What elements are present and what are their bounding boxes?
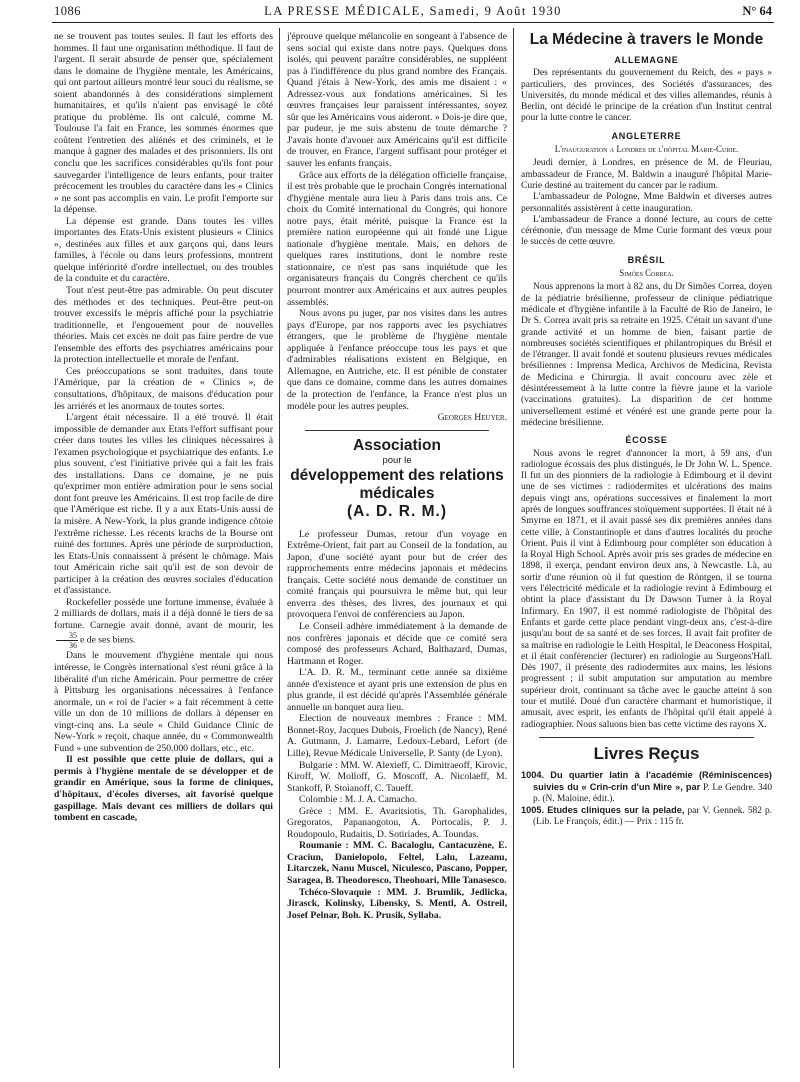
column-1 xyxy=(54,31,273,1076)
col1-paragraph: La dépense est grande. Dans toutes les villes importantes des Etats-Unis existent plusieurs « Clinics », destinées aux filles et aux garçons qui, dans leurs familles, à l'école ou dans leurs professions, montrent quelque infériorité d'ordre intellectuel, ou des troubles de la conduite et du caractère. xyxy=(54,215,273,285)
column-rule-2 xyxy=(513,28,514,1068)
association-acronym: (A. D. R. M.) xyxy=(347,502,447,520)
livres-recus-title: Livres Reçus xyxy=(593,743,700,763)
rockefeller-text: Rockefeller possède une fortune immense, évaluée à 2 milliards de dollars, mais il a déjà donné le tiers de sa fortune. Carnegie avait donné, avant de mourir, les xyxy=(54,596,273,631)
country-heading-allemagne: ALLEMAGNE xyxy=(614,55,679,65)
book-entry xyxy=(521,770,772,805)
journal-title: LA PRESSE MÉDICALE, Samedi, 9 Août 1930 xyxy=(264,4,562,18)
angleterre-paragraph: L'ambassadeur de Pologne, Mme Baldwin et diverses autres personnalités assistèrent à cette inauguration. xyxy=(521,192,772,214)
rockefeller-tail: e de ses biens. xyxy=(80,635,136,647)
col1-paragraph: Ces préoccupations se sont traduites, dans toute l'Amérique, par la création de « Clinics », de consultations, d'hôpitaux, de maisons d'éducation pour les arriérés et les anormaux de toutes sortes. xyxy=(54,365,273,412)
country-heading-bresil: BRÉSIL xyxy=(627,254,666,265)
angleterre-paragraph: Jeudi dernier, à Londres, en présence de M. de Fleuriau, ambassadeur de France, M. Baldwin a inauguré l'hôpital Marie-Curie destiné au traitement du cancer par le radium. xyxy=(521,158,772,191)
section-rule xyxy=(305,430,489,431)
bresil-paragraph: Nous apprenons la mort à 82 ans, du Dr Simões Correa, doyen de la pédiatrie brésilienne, professeur de clinique pédiatrique médicale et d'hygiène infantile à la Faculté de Rio de Janeiro, le Dr S. Correa avait pris sa retraite en 1925. C'était un savant d'une grande activité et un homme de bien, faisant partie de nombreuses sociétés scientifiques et philantropiques du Brésil et de l'étranger. Il avait fondé et soutenu plusieurs revues médicales brésiliennes : Imprensa Medica, Archivos de Medicina, Revista de Medicina e Chirurgia. Il avait concouru avec zèle et désintéressement à la lutte contre la fièvre jaune et la variole (vaccinations gratuites). La disparition de cet homme universellement estimé et vénéré est une grande perte pour la médecine brésilienne. xyxy=(521,282,772,428)
bresil-subheading: Simões Correa. xyxy=(619,268,674,279)
angleterre-subheading: L'inauguration a Londres de l'hôpital Marie-Curie. xyxy=(554,144,739,155)
col1-paragraph: ne se trouvent pas toutes seules. Il faut les efforts des hommes. Il faut une organisation méthodique. Il faut de l'argent. Il serait absurde de penser que, spécialement dans le domaine de l'hygiène mentale, les Américains, qui ont partout ailleurs montré leur souci du réalisme, se soient abandonnés à des considérations simplement humanitaires, et qu'ils n'aient pas envisagé le côté pratique du problème. Ils ont calculé, comme M. Toulouse l'a fait en France, les sommes énormes que coûtent l'entretien des aliénés et des criminels, et le manque à gagner des malades et des prisonniers. Ils ont conclu que les sacrifices considérables qu'ils font pour sauvegarder l'intelligence de leurs enfants, pour traiter précocement les troubles du caractère dans les « Clinics » ne sont pas accomplis en vain. Le profit l'emporte sur la dépense. xyxy=(54,31,273,216)
assoc-paragraph: Colombie : M. J. A. Camacho. xyxy=(299,794,418,806)
association-subtitle: développement des relations médicales xyxy=(290,466,504,502)
page-header xyxy=(52,0,774,22)
ecosse-paragraph: Nous avons le regret d'annoncer la mort, à 59 ans, d'un radiologue écossais des plus distingués, le Dr John W. L. Spence. Il fut un des pionniers de la radiologie à Edimbourg et il devint une de ses victimes : radiodermites et ulcérations des mains depuis vingt ans, opérations successives et finalement la mort après de longues souffrances stoïquement supportées. Il était né à Smyrne en 1871, et il avait passé ses dix premières années dans cette ville, à Constantinople et dans d'autres localités du proche Orient. Puis il vint à Edimbourg pour compléter son éducation à la Royal High School. Après avoir pris ses grades de médecine en 1898, il exerça, pendant environ deux ans, à Newcastle. Là, au sortir d'une réunion où il fut question de Röntgen, il se tourna vers l'électricité médicale et la radiologie revint à Edimbourg et obtint la place d'assistant du Dr Dawson Turner à la Royal Infirmary. En 1907, il est nommé radiologiste de l'hôpital des Enfants et garde cette place pendant vingt-deux ans, c'est-à-dire jusqu'au bout de sa santé et de ses forces. Il avait fait profiter de sa maîtrise en radiologie le Leith Hospital, le Deaconess Hospital, et il était conférencier (lecturer) en radiologie au Surgeons'Hall. Dès 1907, il présente des radiodermites aux mains, les lésions progressent ; il subit amputation sur amputation au membre supérieur droit, continuant sa tâche avec le gauche atteint à son tour et mutilé. Doué d'un caractère charmant et humoristique, il amusait, avec esprit, les enfants de l'hôpital qu'il était appelé à radiographier. Nous saluons bien bas cette victime des rayons X. xyxy=(521,448,772,730)
assoc-paragraph: Roumanie : MM. C. Bacaloglu, Cantacuzène, E. Craciun, Danielopolo, Feltel, Lalu, Lazeanu, Litarczek, Nanu Muscel, Niculesco, Pascano, Popper, Saragea, B. Theodoresco, Theohoari, Mlle Tanasesco. xyxy=(287,840,507,886)
col2-paragraph: j'éprouve quelque mélancolie en songeant à l'absence de sens social qui existe dans notre pays. Quelques dons isolés, qui peuvent paraître considérables, ne suppléent pas à l'indifférence du plus grand nombre des Français. Quand j'étais à New-York, des amis me disaient : « Adressez-vous aux fondations américaines. Si les œuvres françaises leur paraissent intéressantes, soyez sûr que les Américains vous aideront. » Dois-je dire que, par pudeur, je me suis abstenu de toute démarche ? J'avais honte d'avouer aux Américains qu'il est difficile de trouver, en France, l'argent suffisant pour protéger et sauver les enfants français. xyxy=(287,31,507,170)
association-title: Association xyxy=(353,436,441,454)
col1-paragraph-rockefeller xyxy=(54,597,273,651)
section-rule xyxy=(539,737,754,738)
fraction xyxy=(56,631,78,650)
book-details: par V. Gennek. 582 p. (Lib. Le François, édit.) — Prix : 115 fr. xyxy=(533,805,772,827)
country-heading-ecosse: ÉCOSSE xyxy=(625,435,668,446)
book-details: P. Le Gendre. 340 p. (N. Maloine, édit.). xyxy=(533,782,772,804)
column-2 xyxy=(287,31,507,1076)
fraction-numerator: 35 xyxy=(56,631,78,641)
assoc-paragraph: Grèce : MM. E. Avaritsiotis, Th. Garophalides, Gregoratos, Papanaogotou, A. Portocalis, P. J. Roudopoulo, Rudaitis, D. Sotiriades, A. Toundas. xyxy=(287,805,507,840)
column-rule-1 xyxy=(279,28,280,1068)
assoc-paragraph: Le professeur Dumas, retour d'un voyage en Extrême-Orient, fait part au Conseil de la fondation, au Japon, d'une société ayant pour but de créer des rapprochements entre médecins japonais et médecins français. Cette société nous demande de constituer un comité français qui poursuivra le même but, qui leur enverra des thèses, des livres, des journaux et qui provoquera l'envoi de conférenciers au Japon. xyxy=(287,528,507,621)
col2-paragraph: Grâce aux efforts de la délégation officielle française, il est très probable que le prochain Congrès international d'hygiène mentale aura lieu à Paris dans trois ans. Ce choix du Comité international du Congrès, qui honore notre pays, était mérité, puisque la France est la première nation européenne qui ait fondé une Ligue nationale d'hygiène mentale. Mais, en dehors de quelques rares institutions, dont le nombre reste stationnaire, ce n'est pas sans inquiétude que les organisateurs français du Congrès cherchent ce qu'ils pourront montrer aux Américains et aux autres peuples assemblés. xyxy=(287,169,507,308)
book-title: 1004. Du quartier latin à l'académie (Réminiscences) suivies du « Crin-crin d'un Mire », par xyxy=(521,769,772,792)
assoc-paragraph: Tchéco-Slovaquie : MM. J. Brumlik, Jedlicka, Jirasck, Kolinsky, Libensky, S. Mentl, A. Ostreil, Josef Pelnar, Boh. K. Prusik, Syllaba. xyxy=(287,886,507,921)
assoc-paragraph: Bulgarie : MM. W. Alexieff, C. Dimitraeoff, Kirovic, Kiroff, W. Molloff, G. Moscoff, A. Nicolaeff, M. Stankoff, P. Stoianoff, C. Taueff. xyxy=(287,759,507,794)
country-heading-angleterre: ANGLETERRE xyxy=(611,130,682,141)
page-number: 1086 xyxy=(54,4,81,18)
association-heading xyxy=(287,437,507,521)
column-3 xyxy=(521,31,772,1076)
assoc-paragraph: Le Conseil adhère immédiatement à la demande de nos confrères japonais et décide que ce comité sera composé des professeurs Achard, Balthazard, Dumas, Hartmann et Roger. xyxy=(287,620,507,667)
angleterre-paragraph: L'ambassadeur de France a donné lecture, au cours de cette cérémonie, d'un message de Mme Curie formant des vœux pour le succès de cette œuvre. xyxy=(521,214,772,248)
header-rule xyxy=(52,22,774,23)
col2-paragraph: Nous avons pu juger, par nos visites dans les autres pays d'Europe, par nos rapports avec les psychiatres étrangers, que le problème de l'hygiène mentale appliquée à l'enfance préoccupe tous les pays et que d'admirables réalisations existent en Belgique, en Allemagne, en Autriche, etc. Il est pénible de constater que dans ce domaine, comme dans les autres domaines de la protection de l'enfance, la France n'est plus un modèle pour les autres peuples. xyxy=(287,308,507,412)
col1-paragraph: L'argent était nécessaire. Il a été trouvé. Il était impossible de demander aux Etats l'effort suffisant pour créer dans toutes les villes les cliniques nécessaires à l'examen psychologique et psychiatrique des enfants. Le plus souvent, c'est l'initiative privée qui a fait les frais des installations. Dans ce domaine, je ne puis qu'exprimer mon entière admiration pour le sens social dont font preuve les Américains. Il est trop facile de dire que l'Amérique est riche. Il y a aux Etats-Unis aussi de la misère. A New-York, la plus grande indigence côtoie l'extrême richesse. Les récents krachs de la Bourse ont ruiné des fortunes. Après une période de surproduction, les Etats-Unis connaissent à présent le chômage. Mais tout Américain riche sait qu'il est de son devoir de participer à la création des œuvres sociales d'éducation et d'assistance. xyxy=(54,412,273,597)
allemagne-paragraph: Des représentants du gouvernement du Reich, des « pays » particuliers, des provinces, des Sociétés d'assurances, des Universités, du monde médical et des villes allemandes, réunis à Berlin, ont décidé le principe de la création d'un Institut central pour la lutte contre le cancer. xyxy=(521,68,772,124)
col1-paragraph: Dans le mouvement d'hygiène mentale qui nous intéresse, le Congrès international s'est réuni grâce à la libéralité d'un riche Américain. Pour permettre de créer à Pittsburg les organisations nécessaires à l'enfance anormale, un « roi de l'acier » a fait récemment à cette ville un don de 10 millions de dollars à dépenser en vingt-cinq ans. La seule « Child Guidance Clinic de New-York » reçoit, chaque année, du « Commonwealth Fund » une subvention de 250.000 dollars, etc., etc. xyxy=(54,650,273,754)
issue-number: N° 64 xyxy=(742,4,772,18)
assoc-paragraph: Election de nouveaux membres : France : MM. Bonnet-Roy, Jacques Dubois, Froelich (de Nancy), René A. Gutmann, J. Lamarre, Ledoux-Lebard, Lefort (de Lille), Revue Médicale Universelle, P. Santy (de Lyon). xyxy=(287,713,507,759)
col1-paragraph: Tout n'est peut-être pas admirable. On peut discuter des méthodes et des techniques. Peut-être peut-on trouver excessifs le mépris affiché pour la psychiatrie traditionnelle, et l'engouement pour de nouvelles théories. Mais cet excès ne doit pas faire perdre de vue l'ensemble des efforts des psychiatres américains pour la protection intellectuelle et morale de l'enfant. xyxy=(54,285,273,366)
fraction-denominator: 36 xyxy=(69,641,77,651)
section-title-medecine: La Médecine à travers le Monde xyxy=(529,31,764,48)
book-title: 1005. Etudes cliniques sur la pelade, xyxy=(521,804,685,815)
book-entry xyxy=(521,805,772,828)
association-pour: pour le xyxy=(382,454,412,466)
article-signature: Georges Heuyer. xyxy=(437,412,507,424)
col1-paragraph: Il est possible que cette pluie de dollars, qui a permis à l'hygiène mentale de se développer et de grandir en Amérique, sous la forme de cliniques, d'hôpitaux, d'écoles diverses, ait favorisé quelque gaspillage. Mais devant ces milliers de dollars qui tombent en cascade, xyxy=(54,754,273,824)
assoc-paragraph: L'A. D. R. M., terminant cette année sa dixième année d'existence et ayant pris une extension de plus en plus grande, il est décidé qu'après l'Assemblée générale annuelle un banquet aura lieu. xyxy=(287,667,507,713)
